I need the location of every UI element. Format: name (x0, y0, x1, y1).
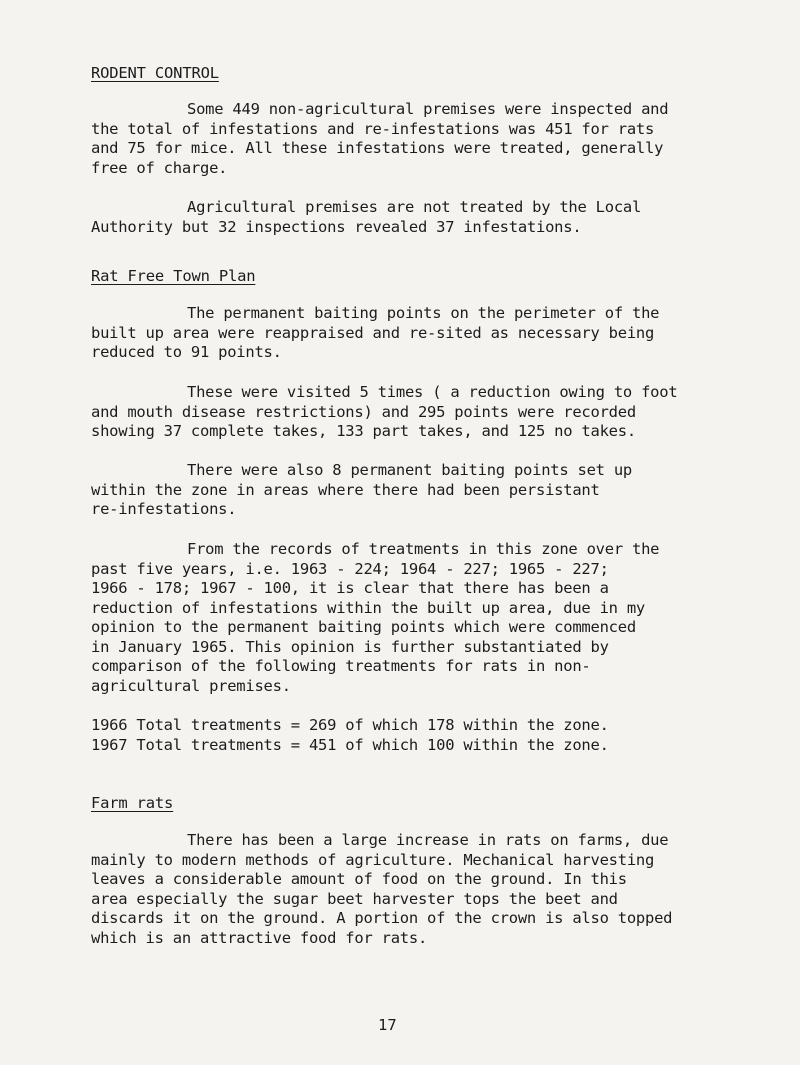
text-line: built up area were reappraised and re-sited as necessary being (91, 323, 655, 342)
text-line: Agricultural premises are not treated by the Local (187, 198, 642, 216)
paragraph-agricultural (91, 198, 781, 237)
text-line: reduced to 91 points. (91, 343, 282, 361)
text-line: and 75 for mice. All these infestations were treated, generally (91, 139, 664, 157)
text-line: Some 449 non-agricultural premises were inspected and (187, 100, 669, 118)
text-line: leaves a considerable amount of food on the ground. In this (91, 870, 627, 888)
paragraph-farm-rats (91, 831, 781, 948)
text-line: agricultural premises. (91, 676, 291, 695)
text-line: in January 1965. This opinion is further substantiated by (91, 637, 609, 656)
text-line: area especially the sugar beet harvester tops the beet and (91, 889, 618, 908)
text-line: There were also 8 permanent baiting points set up (187, 461, 633, 479)
paragraph-non-agricultural (91, 100, 781, 178)
text-line: mainly to modern methods of agriculture. Mechanical harvesting (91, 850, 655, 869)
text-line: Authority but 32 inspections revealed 37 infestations. (91, 217, 582, 236)
paragraph-visits (91, 383, 781, 442)
paragraph-zone-points (91, 461, 781, 520)
text-line: reduction of infestations within the built up area, due in my (91, 598, 645, 617)
treatment-line-1967: 1967 Total treatments = 451 of which 100 within the zone. (91, 735, 609, 754)
paragraph-records (91, 540, 781, 696)
text-line: past five years, i.e. 1963 - 224; 1964 - 227; 1965 - 227; (91, 559, 609, 578)
text-line: There has been a large increase in rats on farms, due (187, 831, 669, 849)
text-line: within the zone in areas where there had been persistant (91, 480, 600, 499)
page-number: 17 (378, 1016, 397, 1034)
text-line: and mouth disease restrictions) and 295 points were recorded (91, 402, 636, 421)
text-line: discards it on the ground. A portion of the crown is also topped (91, 909, 673, 927)
heading-rodent-control: RODENT CONTROL (91, 64, 219, 82)
heading-rat-free-town-plan: Rat Free Town Plan (91, 267, 256, 285)
text-line: The permanent baiting points on the perimeter of the (187, 304, 660, 322)
text-line: These were visited 5 times ( a reduction owing to foot (187, 383, 678, 401)
paragraph-baiting-points (91, 304, 781, 363)
text-line: showing 37 complete takes, 133 part takes, and 125 no takes. (91, 422, 636, 440)
text-line: comparison of the following treatments for rats in non- (91, 657, 591, 675)
text-line: re-infestations. (91, 500, 237, 518)
treatments-summary (91, 716, 781, 755)
text-line: 1966 - 178; 1967 - 100, it is clear that there has been a (91, 579, 609, 597)
text-line: the total of infestations and re-infestations was 451 for rats (91, 119, 655, 138)
treatment-line-1966: 1966 Total treatments = 269 of which 178 within the zone. (91, 716, 609, 734)
text-line: From the records of treatments in this zone over the (187, 540, 660, 558)
heading-farm-rats: Farm rats (91, 794, 174, 812)
text-line: opinion to the permanent baiting points which were commenced (91, 618, 636, 636)
text-line: which is an attractive food for rats. (91, 928, 428, 947)
text-line: free of charge. (91, 158, 228, 177)
